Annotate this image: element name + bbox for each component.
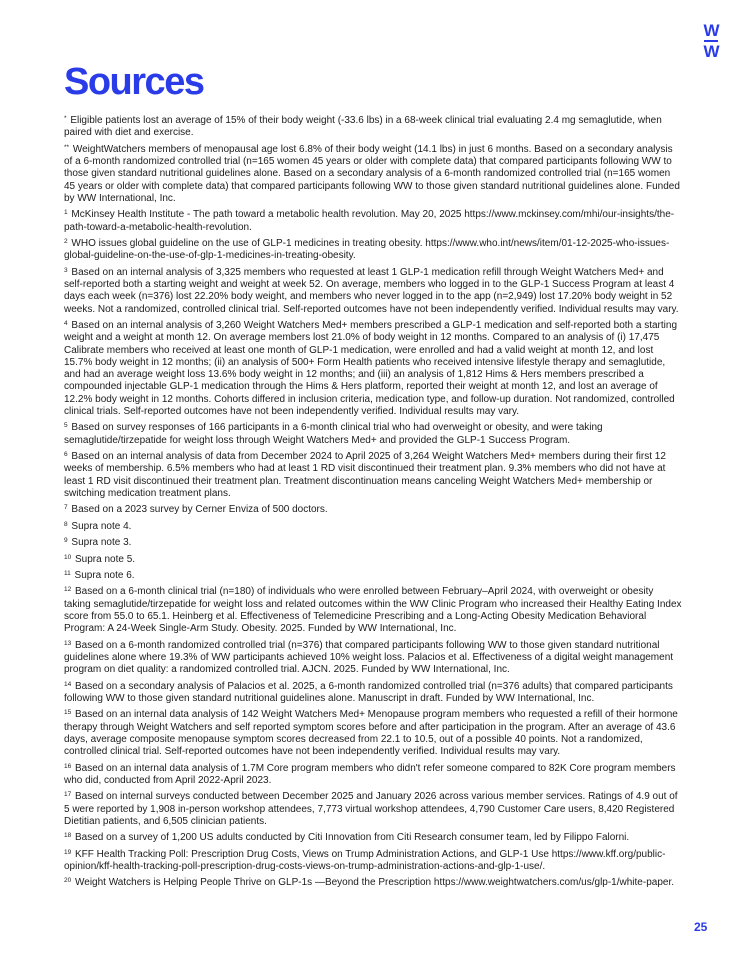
footnote: [64, 144, 682, 205]
footnote-marker: *: [64, 115, 67, 122]
footnote-text: Supra note 3.: [71, 537, 132, 549]
footnote: [64, 681, 682, 706]
footnote-text: KFF Health Tracking Poll: Prescription Drug Costs, Views on Trump Administration Actions, and GLP-1 Use https://www.kff.org/public-opinion/kff-health-tracking-poll-prescription-drug-costs-views-on-trump-administration-actions-and-glp-1-use/.: [64, 848, 666, 872]
footnote-text: Based on a 2023 survey by Cerner Enviza of 500 doctors.: [71, 504, 328, 516]
footnote: [64, 451, 682, 500]
logo-letter-bottom: W: [703, 42, 719, 61]
footnote-text: McKinsey Health Institute - The path toward a metabolic health revolution. May 20, 2025 https://www.mckinsey.com/mhi/our-insights/the-path-toward-a-metabolic-health-revolution.: [64, 209, 675, 233]
footnote: [64, 115, 682, 140]
footnote-marker: 14: [64, 680, 72, 688]
footnote-marker: 3: [64, 266, 68, 274]
footnote-text: Based on internal surveys conducted between December 2025 and January 2026 across various member services. Ratings of 4.9 out of 5 were reported by 1,908 in-person workshop attendees, 7,773 virtual workshop attendees, 4,790 Customer Care users, 8,420 Registered Dietitian patients, and 6,505 clinician patients.: [64, 791, 678, 827]
footnote: [64, 849, 682, 874]
footnote: [64, 554, 682, 566]
footnote: [64, 640, 682, 677]
footnote-marker: 20: [64, 877, 72, 885]
footnote-text: Based on an internal data analysis of 142 Weight Watchers Med+ Menopause program members who requested a refill of their hormone therapy through Weight Watchers and self reported symptom scores before and after participation in the program. After an average of 43.6 days, average composite menopause symptom scores decreased from 22.1 to 10.5, out of a possible 40 points. Not a randomized, controlled clinical trial. Self-reported outcomes have not been independently verified. Individual results may vary.: [64, 709, 678, 758]
footnote: [64, 504, 682, 516]
footnotes-list: [64, 115, 682, 894]
footnote-text: Eligible patients lost an average of 15% of their body weight (-33.6 lbs) in a 68-week clinical trial evaluating 2.4 mg semaglutide, when paired with diet and exercise.: [64, 115, 662, 139]
footnote-text: Based on an internal analysis of 3,325 members who requested at least 1 GLP-1 medication refill through Weight Watchers Med+ and self-reported both a starting weight and weight at week 52. On average, members who logged in to the GLP-1 Success Program at least 4 days each week (n=376) lost 22.20% body weight, and members who never logged in to the app (n=2,949) lost 17.20% body weight in 52 weeks. Not a randomized, controlled clinical trial. Self-reported outcomes have not been independently verified. Individual results may vary.: [64, 266, 679, 315]
footnote-marker: 11: [64, 569, 71, 577]
footnote: [64, 586, 682, 635]
footnote-text: Based on a secondary analysis of Palacios et al. 2025, a 6-month randomized controlled trial (n=376 adults) that compared participants following WW to those given standard nutritional guidelines alone. Manuscript in draft. Funded by WW International, Inc.: [64, 680, 673, 704]
footnote-text: Based on survey responses of 166 participants in a 6-month clinical trial who had overweight or obesity, and were taking semaglutide/tirzepatide for weight loss through Weight Watchers Med+ and provided the GLP-1 Success Program.: [64, 422, 603, 446]
footnote-marker: 12: [64, 586, 72, 594]
footnote-text: Weight Watchers is Helping People Thrive on GLP-1s —Beyond the Prescription https://www.weightwatchers.com/us/glp-1/white-paper.: [75, 877, 674, 889]
page-number: 25: [694, 920, 708, 934]
footnote-marker: 9: [64, 537, 68, 545]
footnote: [64, 238, 682, 263]
footnote-marker: 13: [64, 639, 72, 647]
footnote-marker: 5: [64, 422, 68, 430]
footnote: [64, 832, 682, 844]
footnote-text: Based on a 6-month clinical trial (n=180) of individuals who were enrolled between February–April 2024, with overweight or obesity taking semaglutide/tirzepatide for weight loss and related outcomes within the WW Clinic Program who increased their Healthy Eating Index score from 55.0 to 65.1. Heinberg et al. Effectiveness of Telemedicine Prescribing and a Long-Acting Obesity Medication Behavioral Program: A 24-Week Single-Arm Study. Obesity. 2025. Funded by WW International, Inc.: [64, 586, 682, 635]
footnote-marker: 16: [64, 762, 72, 770]
footnote-text: Based on a survey of 1,200 US adults conducted by Citi Innovation from Citi Research consumer team, led by Filippo Falorni.: [75, 832, 630, 844]
footnote-text: Based on an internal analysis of 3,260 Weight Watchers Med+ members prescribed a GLP-1 medication and self-reported both a starting weight and a weight at month 12. On average members lost 21.0% of body weight in 12 months. Compared to an analysis of (i) 17,475 Calibrate members who received at least one month of GLP-1 medication, were enrolled and had a valid weight at month 12, and lost 15.7% body weight in 12 months; (ii) an analysis of 500+ Form Health patients who received intensive lifestyle therapy and semaglutide, and had an average weight loss 13.6% body weight in 12 months; and (iii) an analysis of 1,812 Hims & Hers members prescribed a compounded injectable GLP-1 medication through the Hims & Hers platform, reported their weight at month 12, and lost an average of 12.2% body weight in 12 months. Cohorts differed in inclusion criteria, medication type, and follow-up duration. Not randomized, controlled clinical trials. Self-reported outcomes have not been independently verified. Individual results may vary.: [64, 319, 678, 417]
footnote-text: WHO issues global guideline on the use of GLP-1 medicines in treating obesity. https://www.who.int/news/item/01-12-2025-who-issues-global-guideline-on-the-use-of-glp-1-medicines-in-treating-obesity.: [64, 237, 670, 262]
footnote: [64, 877, 682, 889]
footnote: [64, 521, 682, 533]
footnote: [64, 791, 682, 828]
footnote-marker: 7: [64, 504, 68, 512]
footnote-marker: 17: [64, 791, 72, 799]
footnote-text: Supra note 6.: [74, 569, 135, 581]
footnote: [64, 537, 682, 549]
footnote-marker: 6: [64, 451, 68, 459]
logo-letter-top: W: [703, 21, 719, 40]
footnote-marker: 19: [64, 848, 72, 856]
page-title: Sources: [64, 61, 204, 103]
ww-logo: [698, 22, 724, 60]
footnote: [64, 209, 682, 234]
footnote-text: Supra note 5.: [75, 553, 136, 565]
footnote-marker: 18: [64, 832, 72, 840]
footnote-text: Based on an internal analysis of data from December 2024 to April 2025 of 3,264 Weight Watchers Med+ members during their first 12 weeks of membership. 6.5% members who had at least 1 RD visit discontinued their treatment plan. 9.3% members who did not have at least 1 RD visit discontinued their treatment plan. Treatment discontinuation means canceling Weight Watchers Med+ membership or switching medication treatment plans.: [64, 451, 666, 499]
footnote: [64, 763, 682, 788]
footnote-text: Based on a 6-month randomized controlled trial (n=376) that compared participants following WW to those given standard nutritional guidelines alone where 19.3% of WW participants achieved 10% weight loss. Palacios et al. Effectiveness of a digital weight management program on diet quality: a randomized controlled trial. AJCN. 2025. Funded by WW International, Inc.: [64, 639, 674, 676]
footnote-marker: 2: [64, 237, 68, 245]
footnote-marker: 8: [64, 520, 68, 528]
footnote-marker: **: [64, 143, 70, 151]
footnote-marker: 1: [64, 209, 68, 217]
footnote: [64, 320, 682, 418]
footnote: [64, 570, 682, 582]
footnote-text: WeightWatchers members of menopausal age lost 6.8% of their body weight (14.1 lbs) in just 6 months. Based on a secondary analysis of a 6-month randomized controlled trial (n=165 women 45 years or older with complete data) that compared participants following WW to those given standard nutritional guidelines alone. Based on a secondary analysis of a 6-month randomized controlled trial (n=165 women 45 years or older with complete data) that compared participants following WW to those given standard nutritional guidelines alone. Funded by WW International, Inc.: [64, 143, 680, 204]
footnote-marker: 15: [64, 709, 72, 717]
footnote-marker: 10: [64, 553, 72, 561]
footnote-marker: 4: [64, 319, 68, 327]
footnote-text: Supra note 4.: [71, 520, 132, 532]
footnote: [64, 267, 682, 316]
footnote: [64, 422, 682, 447]
footnote: [64, 709, 682, 758]
footnote-text: Based on an internal data analysis of 1.7M Core program members who didn't refer someone compared to 82K Core program members who did, conducted from April 2022-April 2023.: [64, 762, 676, 786]
